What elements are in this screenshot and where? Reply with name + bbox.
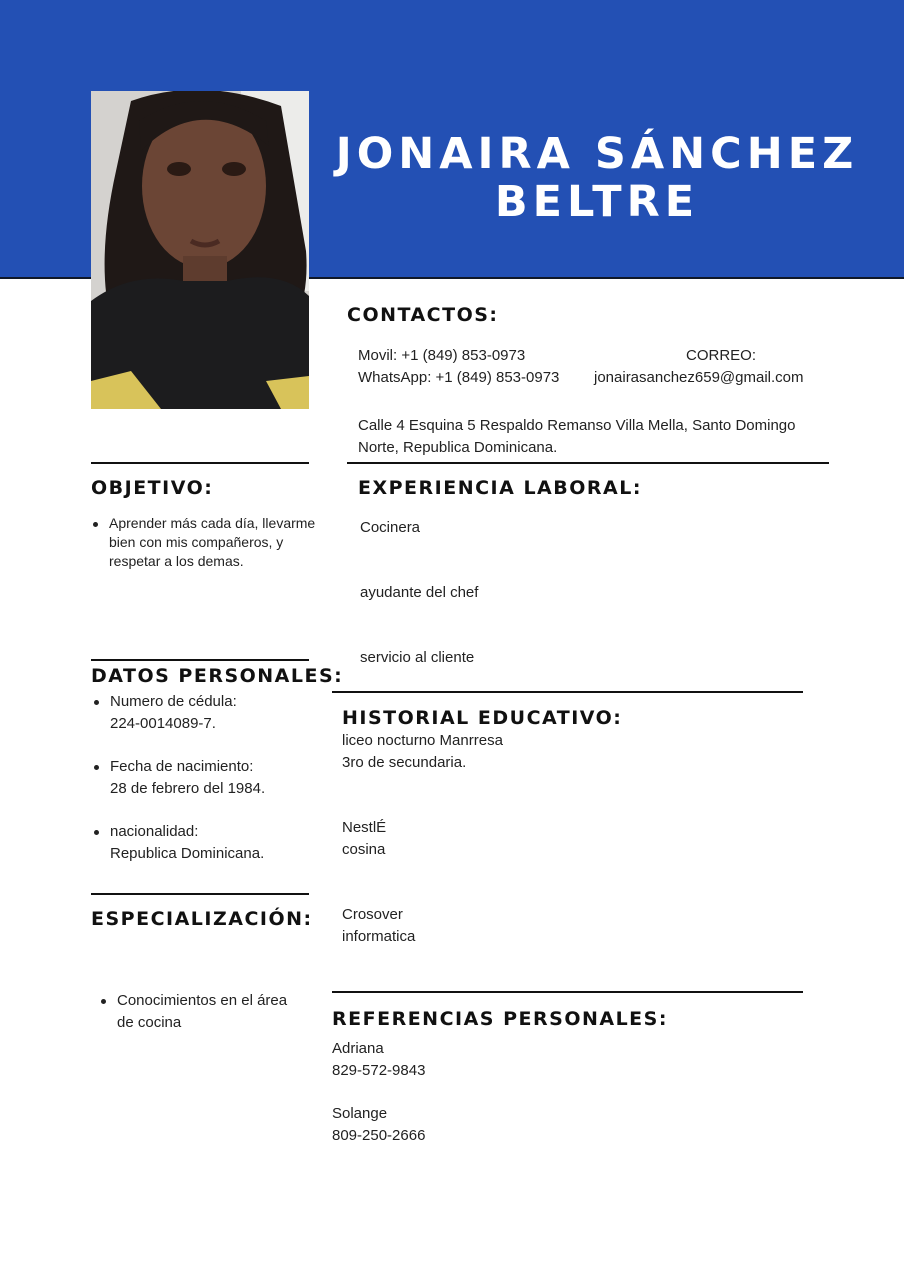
phone-whatsapp: WhatsApp: +1 (849) 853-0973 (358, 369, 560, 386)
divider-historial (332, 691, 803, 693)
experiencia-item: Cocinera (360, 519, 421, 536)
historial-title: NestlÉ (342, 819, 387, 836)
experiencia-item: servicio al cliente (360, 649, 475, 666)
address-line-1: Calle 4 Esquina 5 Respaldo Remanso Villa Mella, Santo Domingo (358, 417, 796, 434)
historial-detail: 3ro de secundaria. (342, 754, 467, 771)
profile-photo (91, 91, 309, 409)
datos-list (91, 691, 265, 865)
historial-title: liceo nocturno Manrresa (342, 732, 503, 749)
objetivo-item (90, 514, 315, 571)
objetivo-list (90, 514, 315, 571)
datos-label: Fecha de nacimiento: (110, 758, 254, 775)
candidate-name (330, 130, 864, 226)
historial-detail: cosina (342, 841, 386, 858)
datos-value: 224-0014089-7. (110, 715, 216, 732)
phone-movil: Movil: +1 (849) 853-0973 (358, 347, 526, 364)
name-line-2: BELTRE (494, 177, 700, 227)
referencia-phone: 809-250-2666 (332, 1127, 426, 1144)
objetivo-line: bien con mis compañeros, y (109, 534, 284, 550)
divider-objetivo (91, 462, 309, 464)
name-line-1: JONAIRA SÁNCHEZ (335, 129, 859, 179)
historial-title: Crosover (342, 906, 403, 923)
referencia-name: Solange (332, 1105, 388, 1122)
email-address: jonairasanchez659@gmail.com (594, 369, 804, 386)
datos-item-cedula (91, 691, 265, 735)
datos-label: Numero de cédula: (110, 693, 237, 710)
experiencia-item: ayudante del chef (360, 584, 479, 601)
experiencia-heading: EXPERIENCIA LABORAL: (358, 477, 642, 499)
especializacion-list (98, 990, 287, 1034)
especializacion-item (98, 990, 287, 1034)
datos-label: nacionalidad: (110, 823, 199, 840)
address-line-2: Norte, Republica Dominicana. (358, 439, 558, 456)
objetivo-heading: OBJETIVO: (91, 477, 214, 499)
historial-detail: informatica (342, 928, 416, 945)
objetivo-line: Aprender más cada día, llevarme (109, 515, 316, 531)
datos-item-nacimiento (91, 756, 265, 800)
correo-label: CORREO: (686, 347, 757, 364)
datos-value: Republica Dominicana. (110, 845, 265, 862)
portrait-illustration (91, 91, 309, 409)
especializacion-line: de cocina (117, 1014, 182, 1031)
divider-datos (91, 659, 309, 661)
contactos-heading: CONTACTOS: (347, 304, 499, 326)
divider-referencias (332, 991, 803, 993)
especializacion-heading: ESPECIALIZACIÓN: (91, 908, 313, 930)
datos-item-nacionalidad (91, 821, 265, 865)
historial-heading: HISTORIAL EDUCATIVO: (342, 707, 623, 729)
objetivo-line: respetar a los demas. (109, 553, 244, 569)
divider-especializacion (91, 893, 309, 895)
datos-heading: DATOS PERSONALES: (91, 665, 344, 687)
especializacion-line: Conocimientos en el área (117, 992, 288, 1009)
referencias-heading: REFERENCIAS PERSONALES: (332, 1008, 668, 1030)
referencia-name: Adriana (332, 1040, 384, 1057)
divider-experiencia (347, 462, 829, 464)
datos-value: 28 de febrero del 1984. (110, 780, 266, 797)
referencia-phone: 829-572-9843 (332, 1062, 426, 1079)
